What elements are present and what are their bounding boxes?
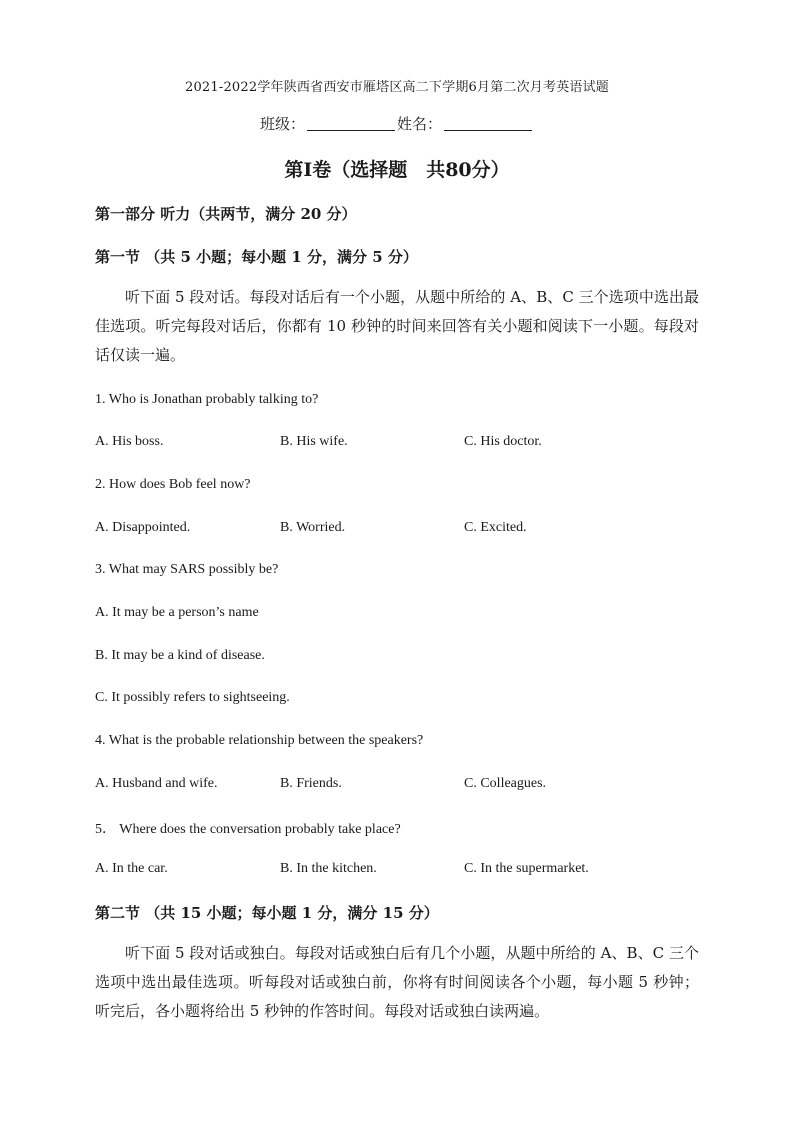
- q4-option-c: C. Colleagues.: [464, 776, 547, 791]
- section2-instructions: 听下面 5 段对话或独白。每段对话或独白后有几个小题，从题中所给的 A、B、C 三个选项中选出最佳选项。听每段对话或独白前，你将有时间阅读各个小题，每小题 5 秒钟；听完后，各小题将给出 5 秒钟的作答时间。每段对话或独白读两遍。: [95, 944, 699, 1020]
- name-blank[interactable]: [444, 116, 532, 131]
- part1-heading: 第一部分 听力（共两节，满分 20 分）: [95, 205, 357, 223]
- question-3: 3. What may SARS possibly be?: [95, 562, 279, 577]
- q2-option-b: B. Worried.: [280, 520, 346, 535]
- q1-option-a: A. His boss.: [95, 434, 164, 449]
- q3-option-b: B. It may be a kind of disease.: [95, 648, 265, 663]
- q3-option-a: A. It may be a person’s name: [95, 605, 259, 620]
- q2-option-a: A. Disappointed.: [95, 520, 191, 535]
- q2-option-c: C. Excited.: [464, 520, 527, 535]
- question-4: 4. What is the probable relationship between the speakers?: [95, 733, 424, 748]
- q1-option-b: B. His wife.: [280, 434, 348, 449]
- q3-option-c: C. It possibly refers to sightseeing.: [95, 690, 290, 705]
- name-label: 姓名：: [397, 115, 443, 133]
- class-label: 班级：: [259, 115, 305, 133]
- q4-option-b: B. Friends.: [280, 776, 342, 791]
- student-info-line: [0, 113, 794, 134]
- section2-heading: 第二节 （共 15 小题；每小题 1 分，满分 15 分）: [95, 904, 439, 922]
- q1-option-c: C. His doctor.: [464, 434, 542, 449]
- q4-option-a: A. Husband and wife.: [95, 776, 218, 791]
- q5-option-c: C. In the supermarket.: [464, 861, 589, 876]
- volume-title: 第I卷（选择题 共80分）: [284, 159, 510, 181]
- question-1: 1. Who is Jonathan probably talking to?: [95, 392, 319, 407]
- section1-instructions: 听下面 5 段对话。每段对话后有一个小题，从题中所给的 A、B、C 三个选项中选出最佳选项。听完每段对话后，你都有 10 秒钟的时间来回答有关小题和阅读下一小题。每段对话仅读一遍。: [95, 288, 699, 364]
- class-blank[interactable]: [307, 116, 395, 131]
- q5-option-b: B. In the kitchen.: [280, 861, 377, 876]
- question-2: 2. How does Bob feel now?: [95, 477, 251, 492]
- exam-title: 2021-2022学年陕西省西安市雁塔区高二下学期6月第二次月考英语试题: [184, 80, 610, 95]
- q5-option-a: A. In the car.: [95, 861, 168, 876]
- section1-heading: 第一节 （共 5 小题；每小题 1 分，满分 5 分）: [95, 248, 418, 266]
- question-5: 5． Where does the conversation probably take place?: [95, 822, 401, 837]
